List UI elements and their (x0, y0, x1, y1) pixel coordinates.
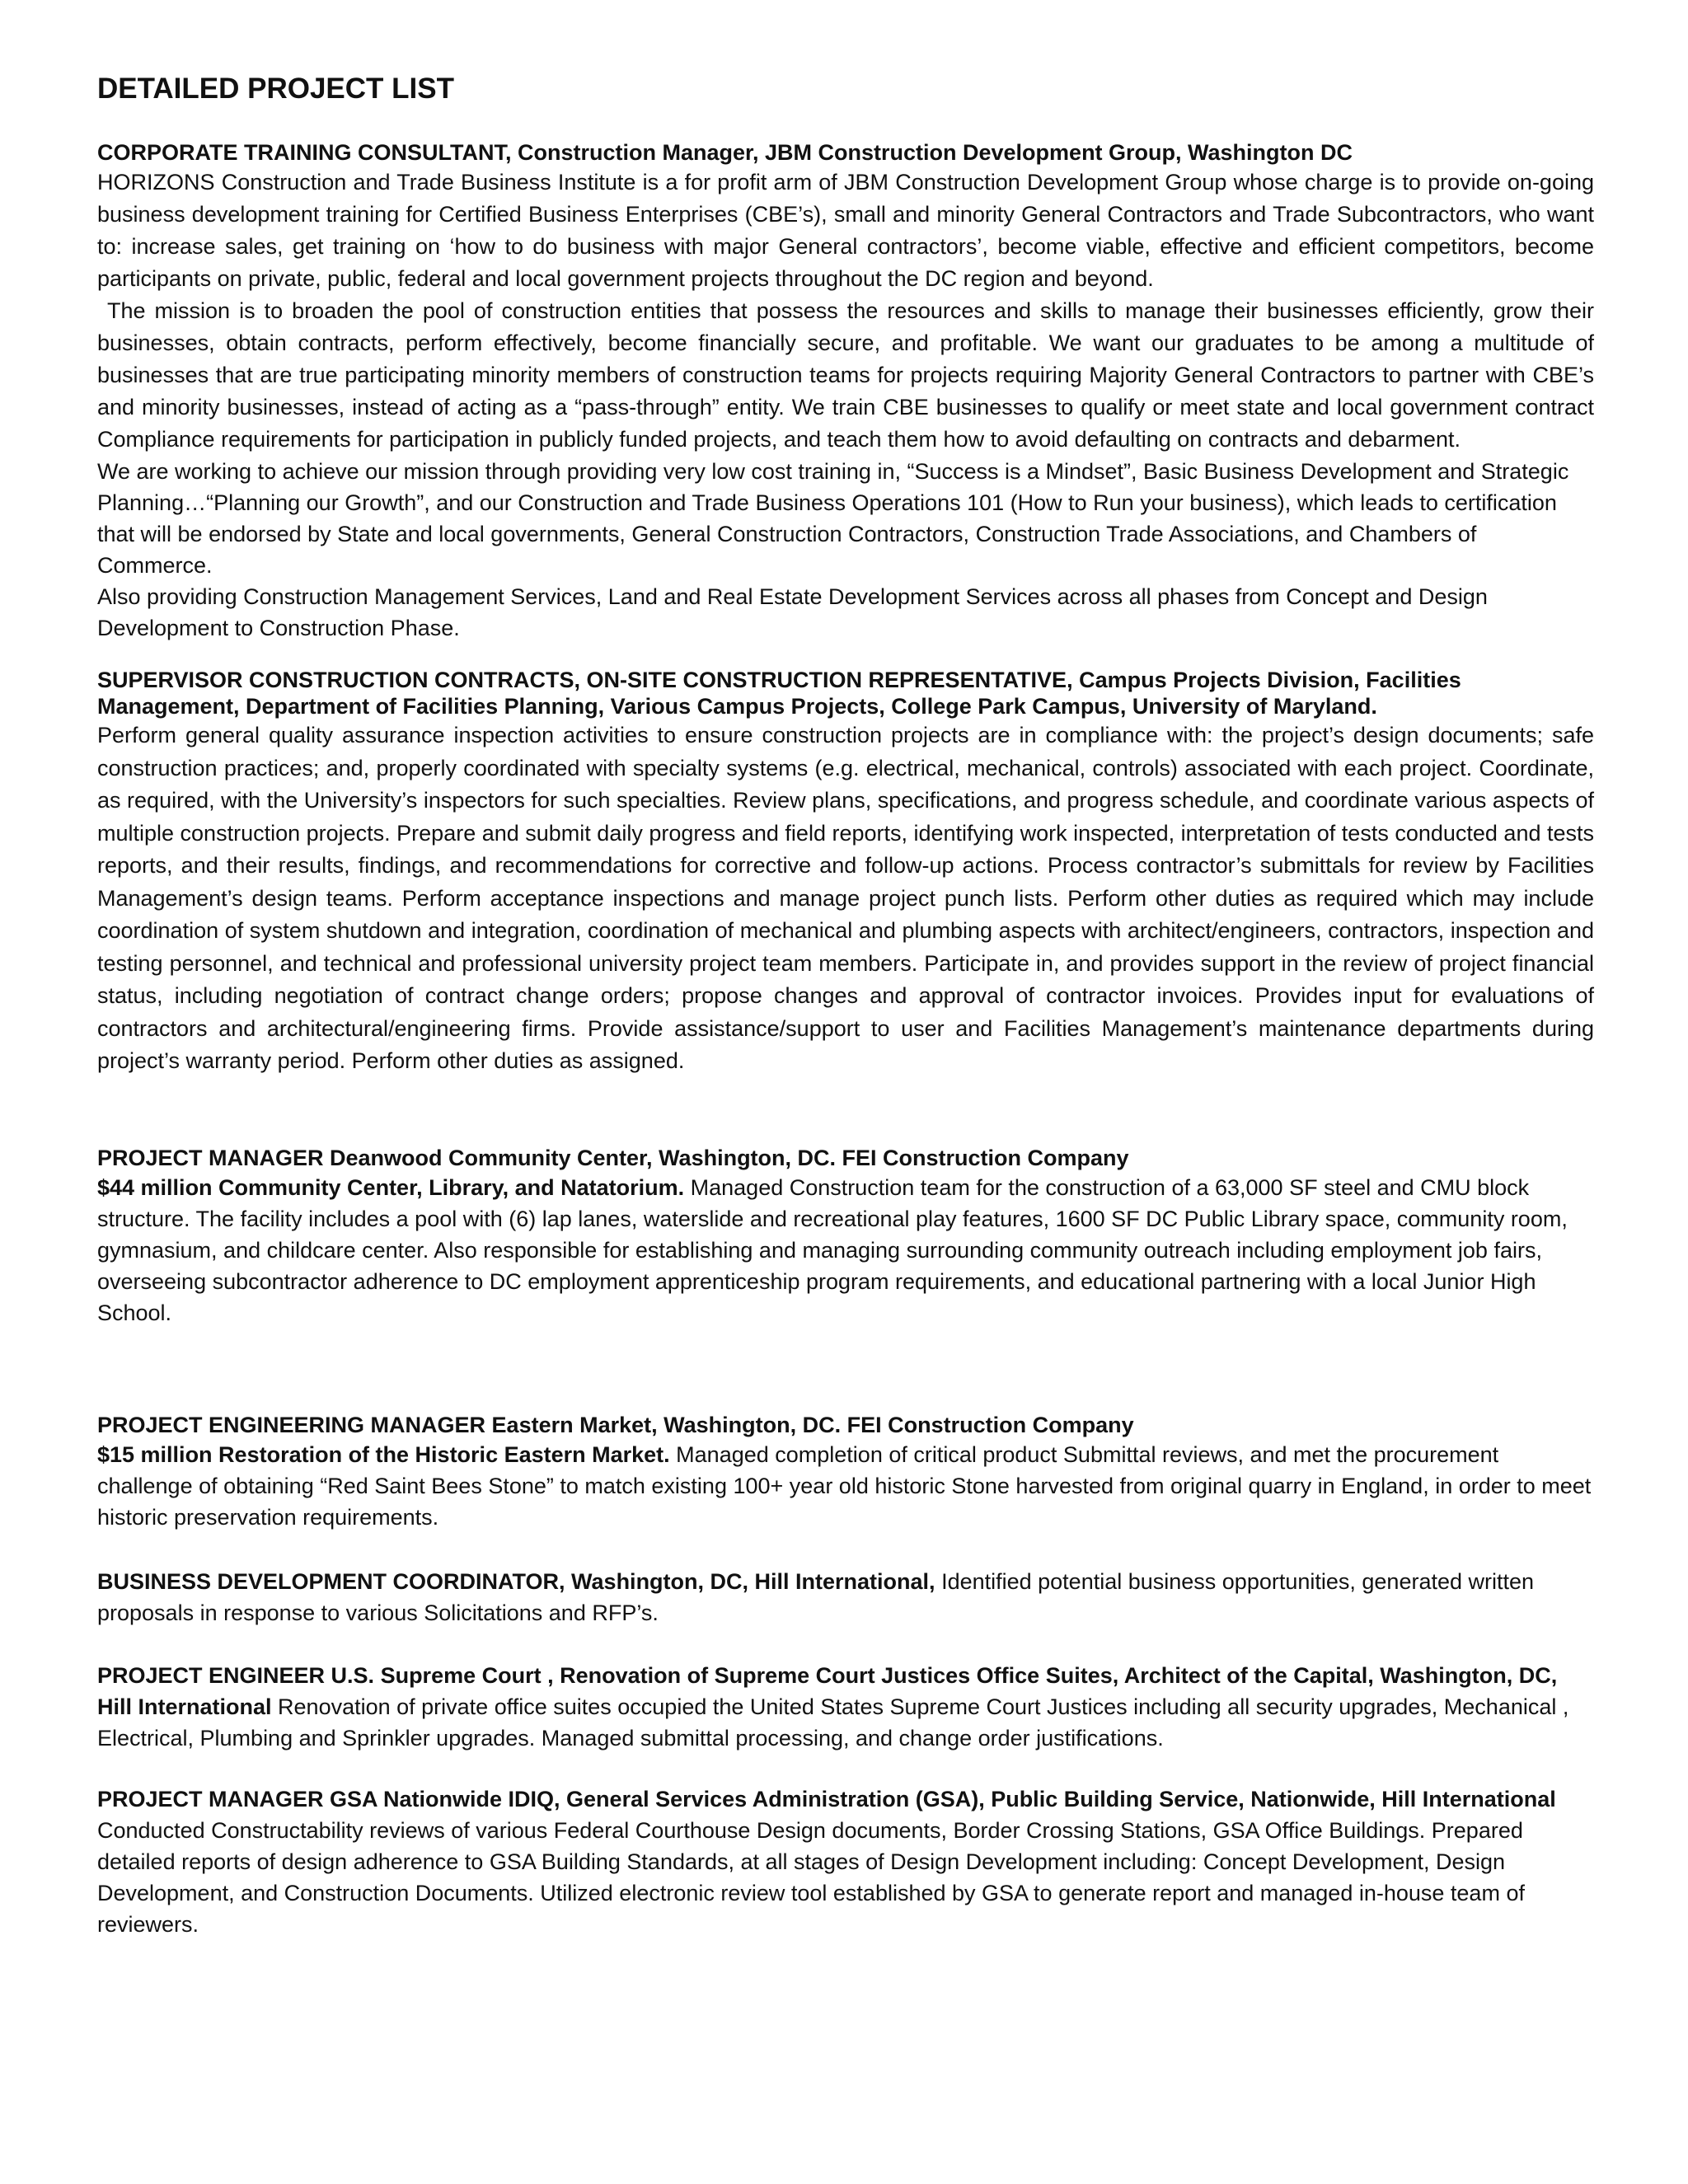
paragraph (97, 1172, 1594, 1329)
section-heading: PROJECT ENGINEERING MANAGER Eastern Market, Washington, DC. FEI Construction Company (97, 1412, 1134, 1437)
section-eastern-market (97, 1411, 1594, 1533)
project-description: Renovation of private office suites occupied the United States Supreme Court Justices including all security upgrades, Mechanical , Electrical, Plumbing and Sprinkler upgrades. Managed submittal processing, and change order justifications. (97, 1694, 1569, 1750)
paragraph: The mission is to broaden the pool of construction entities that possess the resources and skills to manage their businesses efficiently, grow their businesses, obtain contracts, perform effectively, become financially secure, and profitable. We want our graduates to be among a multitude of businesses that are true participating minority members of construction teams for projects requiring Majority General Contractors to partner with CBE’s and minority businesses, instead of acting as a “pass-through” entity. We train CBE businesses to qualify or meet state and local government contract Compliance requirements for participation in publicly funded projects, and teach them how to avoid defaulting on contracts and debarment. (97, 298, 1594, 452)
project-description: Conducted Constructability reviews of various Federal Courthouse Design documents, Border Crossing Stations, GSA Office Buildings. Prepared detailed reports of design adherence to GSA Building Standards, at all stages of Design Development including: Concept Development, Design Development, and Construction Documents. Utilized electronic review tool established by GSA to generate report and managed in-house team of reviewers. (97, 1817, 1525, 1937)
section-heading: PROJECT MANAGER Deanwood Community Center, Washington, DC. FEI Construction Company (97, 1145, 1129, 1170)
section-corporate-training (97, 138, 1594, 644)
section-heading: CORPORATE TRAINING CONSULTANT, Construction Manager, JBM Construction Development Group, Washington DC (97, 140, 1353, 165)
paragraph: Perform general quality assurance inspection activities to ensure construction projects are in compliance with: the project’s design documents; safe construction practices; and, properly coordinated with specialty systems (e.g. electrical, mechanical, controls) associated with each project. Coordinate, as required, with the University’s inspectors for such specialties. Review plans, specifications, and progress schedule, and coordinate various aspects of multiple construction projects. Prepare and submit daily progress and field reports, identifying work inspected, interpretation of tests conducted and tests reports, and their results, findings, and recommendations for corrective and follow-up actions. Process contractor’s submittals for review by Facilities Management’s design teams. Perform acceptance inspections and manage project punch lists. Perform other duties as required which may include coordination of system shutdown and integration, coordination of mechanical and plumbing aspects with architect/engineers, contractors, inspection and testing personnel, and technical and professional university project team members. Participate in, and provides support in the review of project financial status, including negotiation of contract change orders; propose changes and approval of contractor invoices. Provides input for evaluations of contractors and architectural/engineering firms. Provide assistance/support to user and Facilities Management’s maintenance departments during project’s warranty period. Perform other duties as assigned. (97, 723, 1594, 1073)
section-business-development (97, 1566, 1594, 1629)
section-deanwood (97, 1144, 1594, 1329)
paragraph (97, 1660, 1594, 1754)
project-lead: $15 million Restoration of the Historic Eastern Market. (97, 1441, 670, 1467)
project-lead: $44 million Community Center, Library, and Natatorium. (97, 1174, 685, 1200)
section-supreme-court (97, 1660, 1594, 1754)
project-description: Managed completion of critical product Submittal reviews, and met the procurement challenge of obtaining “Red Saint Bees Stone” to match existing 100+ year old historic Stone harvested from original quarry in England, in order to meet historic preservation requirements. (97, 1441, 1592, 1530)
section-supervisor-construction (97, 667, 1594, 1078)
project-lead: BUSINESS DEVELOPMENT COORDINATOR, Washington, DC, Hill International, (97, 1568, 935, 1594)
project-description: Identified potential business opportunities, generated written proposals in response to various Solicitations and RFP’s. (97, 1568, 1535, 1625)
paragraph (97, 1439, 1594, 1533)
project-description: Managed Construction team for the construction of a 63,000 SF steel and CMU block structure. The facility includes a pool with (6) lap lanes, waterslide and recreational play features, 1600 SF DC Public Library space, community room, gymnasium, and childcare center. Also responsible for establishing and managing surrounding community outreach including employment job fairs, overseeing subcontractor adherence to DC employment apprenticeship program requirements, and educational partnering with a local Junior High School. (97, 1174, 1568, 1325)
paragraph: We are working to achieve our mission through providing very low cost training in, “Success is a Mindset”, Basic Business Development and Strategic Planning…“Planning our Growth”, and our Construction and Trade Business Operations 101 (How to Run your business), which leads to certification that will be endorsed by State and local governments, General Construction Contractors, Construction Trade Associations, and Chambers of Commerce. (97, 459, 1569, 578)
paragraph: HORIZONS Construction and Trade Business Institute is a for profit arm of JBM Construction Development Group whose charge is to provide on-going business development training for Certified Business Enterprises (CBE’s), small and minority General Contractors and Trade Subcontractors, who want to: increase sales, get training on ‘how to do business with major General contractors’, become viable, effective and efficient competitors, become participants on private, public, federal and local government projects throughout the DC region and beyond. (97, 170, 1594, 291)
section-gsa-idiq (97, 1783, 1594, 1940)
section-heading: SUPERVISOR CONSTRUCTION CONTRACTS, ON-SITE CONSTRUCTION REPRESENTATIVE, Campus Projects Division, Facilities Management, Department of Facilities Planning, Various Campus Projects, College Park Campus, University of Maryland. (97, 668, 1461, 719)
paragraph: Also providing Construction Management Services, Land and Real Estate Development Services across all phases from Concept and Design Development to Construction Phase. (97, 584, 1488, 640)
project-lead: PROJECT ENGINEER U.S. Supreme Court , Renovation of Supreme Court Justices Office Suites, Architect of the Capital, Washington, DC, Hill International (97, 1662, 1558, 1719)
project-lead: PROJECT MANAGER GSA Nationwide IDIQ, General Services Administration (GSA), Public Building Service, Nationwide, Hill International (97, 1786, 1556, 1811)
paragraph (97, 1566, 1594, 1629)
paragraph (97, 1783, 1594, 1940)
page-title: DETAILED PROJECT LIST (97, 73, 454, 105)
